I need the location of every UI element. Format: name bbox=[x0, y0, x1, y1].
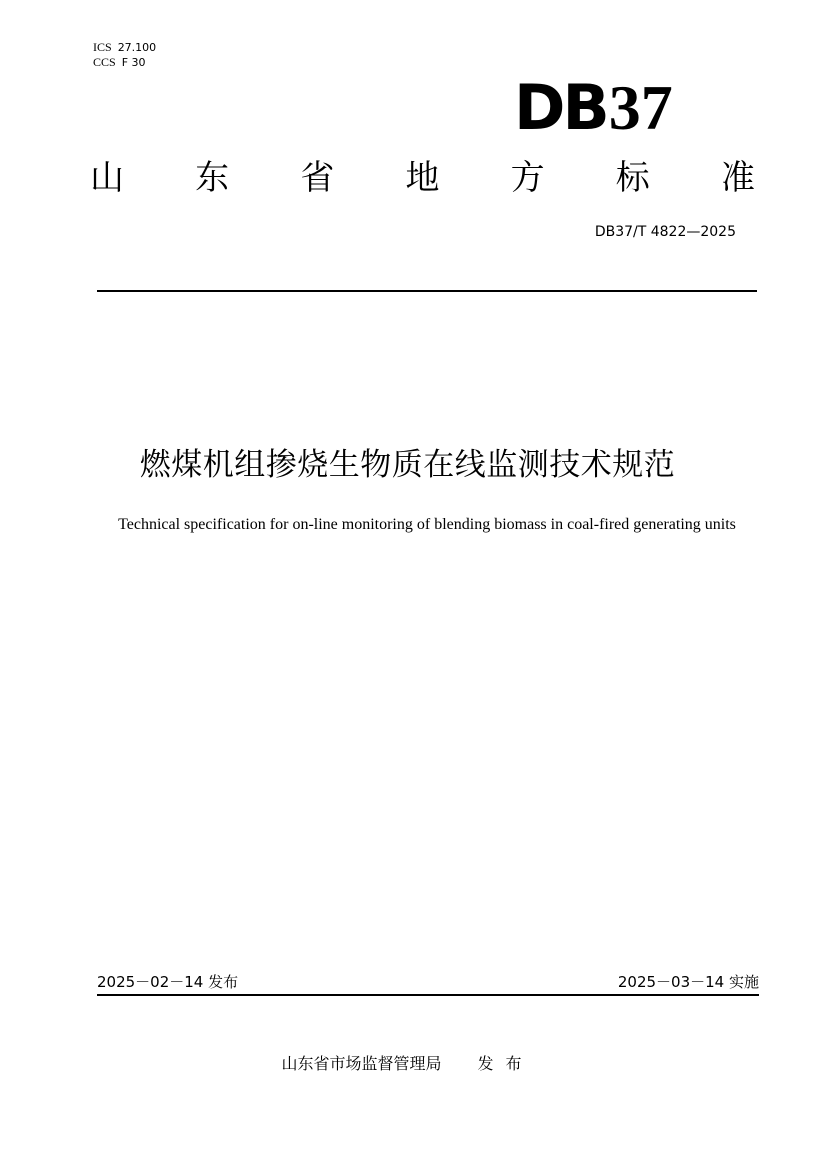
db37-logo bbox=[514, 68, 673, 144]
ics-value: 27.100 bbox=[117, 41, 157, 54]
ccs-label: CCS bbox=[93, 55, 116, 69]
classification-codes bbox=[93, 40, 156, 70]
standard-type-char: 省 bbox=[300, 158, 335, 198]
logo-code: 37 bbox=[608, 72, 673, 143]
title-english: Technical specification for on-line monitoring of blending biomass in coal-fired generating units bbox=[118, 516, 736, 533]
ics-code bbox=[93, 40, 156, 55]
issuer-line bbox=[0, 1054, 815, 1074]
title-chinese: 燃煤机组掺烧生物质在线监测技术规范 bbox=[139, 447, 676, 483]
top-divider bbox=[97, 290, 757, 292]
standard-type-heading bbox=[90, 158, 755, 198]
ccs-code bbox=[93, 55, 156, 70]
standard-type-char: 东 bbox=[195, 158, 230, 198]
standard-type-char: 山 bbox=[90, 158, 124, 198]
publish-date: 2025－02－14 发布 bbox=[97, 973, 239, 991]
standard-type-char: 准 bbox=[720, 158, 755, 198]
implement-date: 2025－03－14 实施 bbox=[617, 973, 759, 991]
logo-prefix: DB bbox=[514, 71, 607, 144]
standard-type-char: 地 bbox=[405, 158, 440, 198]
bottom-divider bbox=[97, 994, 759, 996]
issuer-name: 山东省市场监督管理局 bbox=[281, 1054, 442, 1073]
ics-label: ICS bbox=[93, 40, 112, 54]
standard-type-char: 标 bbox=[615, 158, 650, 198]
dates-row bbox=[97, 972, 759, 992]
ccs-value: F 30 bbox=[121, 56, 146, 69]
standard-number: DB37/T 4822—2025 bbox=[594, 224, 736, 240]
standard-type-char: 方 bbox=[510, 158, 545, 198]
issuer-action: 发布 bbox=[477, 1054, 534, 1073]
